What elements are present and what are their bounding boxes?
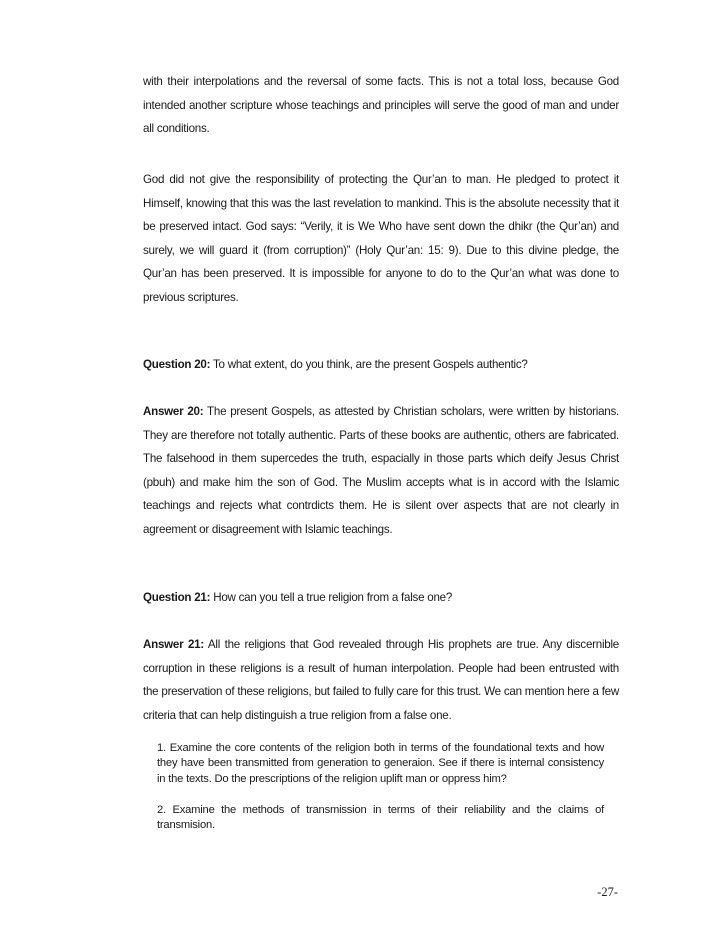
question-20 <box>143 353 619 377</box>
criteria-item-2: 2. Examine the methods of transmission in terms of their reliability and the claims of transmision. <box>157 804 604 832</box>
paragraph-continuation: with their interpolations and the reversal of some facts. This is not a total loss, because God intended another scripture whose teachings and principles will serve the good of man and under all conditions. <box>143 75 619 136</box>
question-21-text: How can you tell a true religion from a false one? <box>210 591 453 604</box>
criteria-item-1: 1. Examine the core contents of the religion both in terms of the foundational texts and how they have been transmitted from generation to generaion. See if there is internal consistency in the texts. Do the prescriptions of the religion uplift man or oppress him? <box>157 742 604 785</box>
page-number: -27- <box>597 885 618 899</box>
question-21 <box>143 586 619 610</box>
answer-21-text: All the religions that God revealed through His prophets are true. Any discernible corruption in these religions is a result of human interpolation. People had been entrusted with the preservation of these religions, but failed to fully care for this trust. We can mention here a few criteria that can help distinguish a true religion from a false one. <box>143 638 620 722</box>
answer-20-text: The present Gospels, as attested by Christian scholars, were written by historians. They are therefore not totally authentic. Parts of these books are authentic, others are fabricated. The falsehood in them supercedes the truth, espacially in those parts which deify Jesus Christ (pbuh) and make him the son of God. The Muslim accepts what is in accord with the Islamic teachings and rejects what contrdicts them. He is silent over aspects that are not clearly in agreement or disagreement with Islamic teachings. <box>143 405 619 536</box>
answer-20 <box>143 400 619 542</box>
answer-20-label: Answer 20: <box>143 405 204 418</box>
answer-21 <box>143 633 619 727</box>
answer-21-label: Answer 21: <box>143 638 204 651</box>
question-20-text: To what extent, do you think, are the present Gospels authentic? <box>210 358 528 371</box>
question-20-label: Question 20: <box>143 358 211 371</box>
paragraph-quran-preservation: God did not give the responsibility of protecting the Qur’an to man. He pledged to protect it Himself, knowing that this was the last revelation to mankind. This is the absolute necessity that it be preserved intact. God says: “Verily, it is We Who have sent down the dhikr (the Qur’an) and surely, we will guard it (from corruption)” (Holy Qur’an: 15: 9). Due to this divine pledge, the Qur’an has been preserved. It is impossible for anyone to do to the Qur’an what was done to previous scriptures. <box>143 173 619 304</box>
question-21-label: Question 21: <box>143 591 211 604</box>
